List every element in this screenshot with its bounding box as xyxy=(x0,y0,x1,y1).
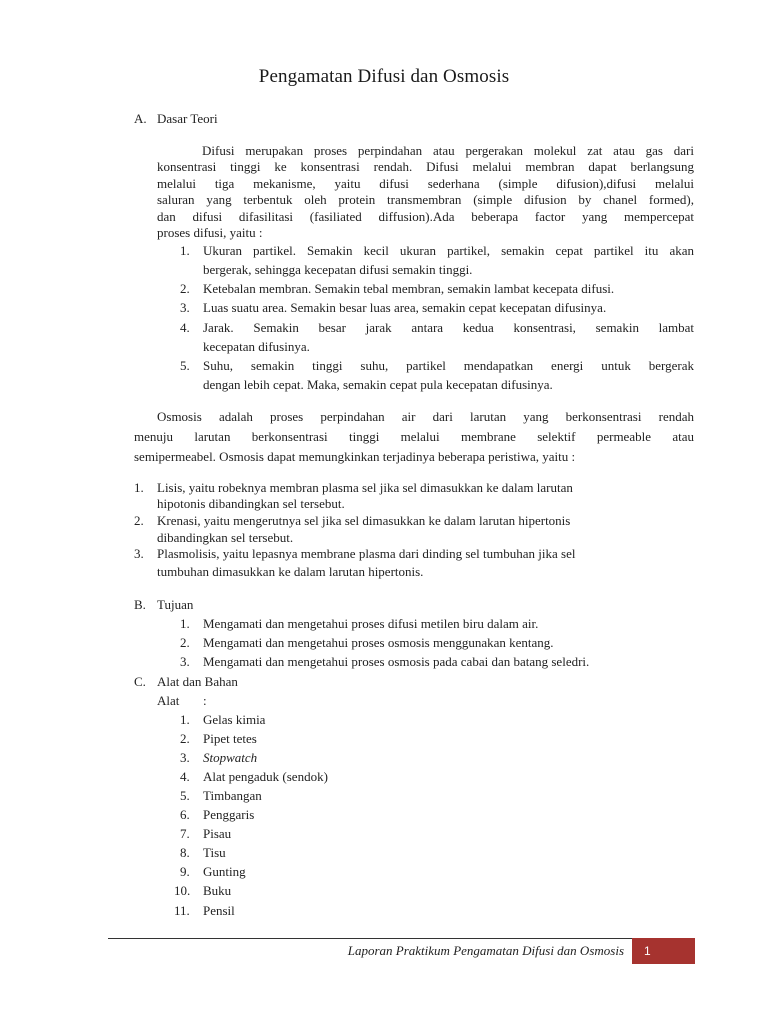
factor-text: Luas suatu area. Semakin besar luas area, semakin cepat kecepatan difusinya. xyxy=(203,300,607,315)
factor-text: bergerak, sehingga kecepatan difusi semakin tinggi. xyxy=(203,262,473,277)
alat-item: Gelas kimia xyxy=(203,712,266,727)
tujuan-text: Mengamati dan mengetahui proses osmosis menggunakan kentang. xyxy=(203,635,554,650)
section-c-heading: Alat dan Bahan xyxy=(157,674,238,689)
alat-number: 11. xyxy=(174,903,190,918)
alat-number: 9. xyxy=(180,864,190,879)
section-b-heading: Tujuan xyxy=(157,597,194,612)
factor-text: Ketebalan membran. Semakin tebal membran, semakin lambat kecepata difusi. xyxy=(203,281,615,296)
alat-label: Alat xyxy=(157,693,180,708)
tujuan-text: Mengamati dan mengetahui proses difusi metilen biru dalam air. xyxy=(203,616,539,631)
osmosis-line: semipermeabel. Osmosis dapat memungkinkan terjadinya beberapa peristiwa, yaitu : xyxy=(134,449,576,464)
section-a-heading: Dasar Teori xyxy=(157,111,218,126)
tujuan-number: 1. xyxy=(180,616,190,631)
alat-number: 5. xyxy=(180,788,190,803)
factor-number: 1. xyxy=(180,243,190,258)
factor-number: 2. xyxy=(180,281,190,296)
alat-item: Pensil xyxy=(203,903,235,918)
event-number: 2. xyxy=(134,513,144,528)
event-text: tumbuhan dimasukkan ke dalam larutan hipertonis. xyxy=(157,564,424,579)
alat-item: Tisu xyxy=(203,845,226,860)
osmosis-line: Osmosis adalah proses perpindahan air dari larutan yang berkonsentrasi rendah xyxy=(157,409,694,424)
alat-item: Buku xyxy=(203,883,232,898)
difusi-line: konsentrasi tinggi ke konsentrasi rendah. Difusi melalui membran dapat berlangsung xyxy=(157,159,694,174)
tujuan-text: Mengamati dan mengetahui proses osmosis pada cabai dan batang seledri. xyxy=(203,654,590,669)
event-number: 1. xyxy=(134,480,144,495)
alat-number: 10. xyxy=(174,883,191,898)
event-text: Plasmolisis, yaitu lepasnya membrane plasma dari dinding sel tumbuhan jika sel xyxy=(157,546,576,561)
difusi-line: melalui tiga mekanisme, yaitu difusi sederhana (simple difusion),difusi melalui xyxy=(157,176,694,191)
factor-text: Jarak. Semakin besar jarak antara kedua konsentrasi, semakin lambat xyxy=(203,320,694,335)
factor-number: 3. xyxy=(180,300,190,315)
alat-item: Alat pengaduk (sendok) xyxy=(203,769,328,784)
alat-colon: : xyxy=(203,693,207,708)
alat-item: Penggaris xyxy=(203,807,255,822)
factor-number: 5. xyxy=(180,358,190,373)
alat-item: Timbangan xyxy=(203,788,262,803)
factor-text: kecepatan difusinya. xyxy=(203,339,310,354)
difusi-line: Difusi merupakan proses perpindahan atau pergerakan molekul zat atau gas dari xyxy=(202,143,694,158)
page-number-badge xyxy=(632,938,695,964)
page-title: Pengamatan Difusi dan Osmosis xyxy=(258,66,510,87)
alat-item: Stopwatch xyxy=(203,750,258,765)
event-text: Lisis, yaitu robeknya membran plasma sel jika sel dimasukkan ke dalam larutan xyxy=(157,480,573,495)
section-b-marker: B. xyxy=(134,597,146,612)
event-text: Krenasi, yaitu mengerutnya sel jika sel dimasukkan ke dalam larutan hipertonis xyxy=(157,513,571,528)
section-a-marker: A. xyxy=(134,111,147,126)
alat-item: Pipet tetes xyxy=(203,731,257,746)
tujuan-number: 3. xyxy=(180,654,190,669)
difusi-line: dan difusi difasilitasi (fasiliated diffusion).Ada beberapa factor yang mempercepat xyxy=(157,209,694,224)
event-text: hipotonis dibandingkan sel tersebut. xyxy=(157,496,345,511)
alat-item: Pisau xyxy=(203,826,232,841)
factor-text: dengan lebih cepat. Maka, semakin cepat pula kecepatan difusinya. xyxy=(203,377,553,392)
difusi-line: saluran yang terbentuk oleh protein transmembran (simple difusion by chanel formed), xyxy=(157,192,694,207)
alat-number: 2. xyxy=(180,731,190,746)
alat-number: 8. xyxy=(180,845,190,860)
difusi-line: proses difusi, yaitu : xyxy=(157,225,263,240)
event-text: dibandingkan sel tersebut. xyxy=(157,530,294,545)
factor-text: Ukuran partikel. Semakin kecil ukuran partikel, semakin cepat partikel itu akan xyxy=(203,243,694,258)
footer-divider xyxy=(108,938,695,939)
event-number: 3. xyxy=(134,546,144,561)
alat-number: 1. xyxy=(180,712,190,727)
osmosis-line: menuju larutan berkonsentrasi tinggi melalui membrane selektif permeable atau xyxy=(134,429,694,444)
alat-number: 3. xyxy=(180,750,190,765)
section-c-marker: C. xyxy=(134,674,146,689)
factor-text: Suhu, semakin tinggi suhu, partikel mendapatkan energi untuk bergerak xyxy=(203,358,694,373)
factor-number: 4. xyxy=(180,320,190,335)
tujuan-number: 2. xyxy=(180,635,190,650)
alat-number: 6. xyxy=(180,807,190,822)
alat-number: 7. xyxy=(180,826,190,841)
alat-number: 4. xyxy=(180,769,190,784)
footer-caption: Laporan Praktikum Pengamatan Difusi dan Osmosis xyxy=(347,943,624,958)
page-number: 1 xyxy=(644,944,651,958)
alat-item: Gunting xyxy=(203,864,246,879)
